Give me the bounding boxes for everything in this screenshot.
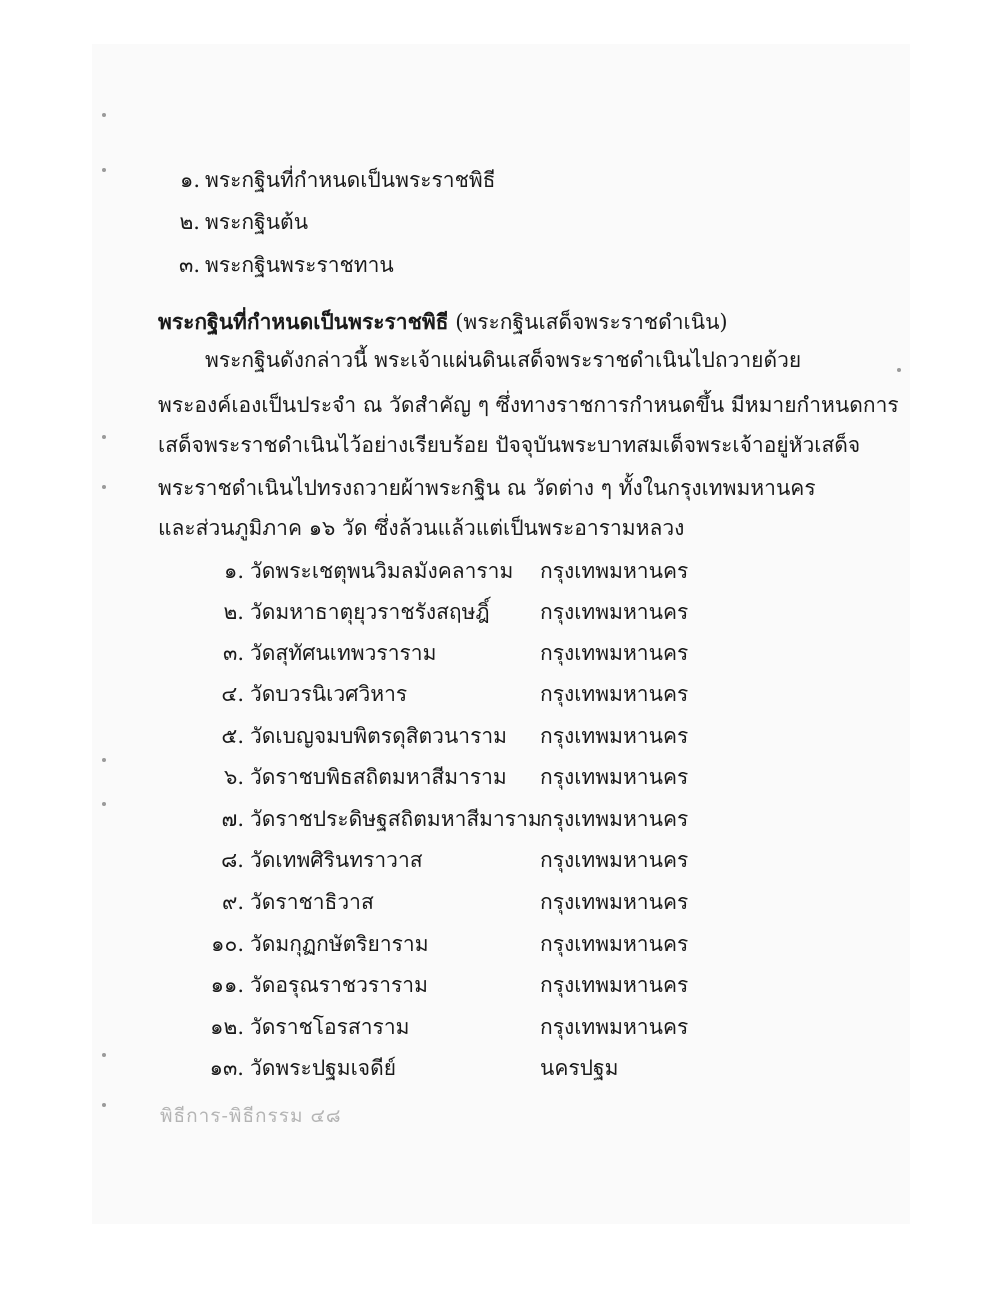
temple-number: ๑๐. bbox=[211, 932, 244, 956]
section-heading bbox=[158, 307, 728, 337]
temple-name: วัดบวรนิเวศวิหาร bbox=[250, 682, 408, 706]
temple-province: กรุงเทพมหานคร bbox=[540, 765, 689, 789]
temple-name: วัดราชโอรสาราม bbox=[250, 1015, 410, 1039]
temple-province: กรุงเทพมหานคร bbox=[540, 890, 689, 914]
intro-list-text: พระกฐินพระราชทาน bbox=[205, 253, 394, 277]
temple-list-item bbox=[200, 556, 760, 586]
scan-speck bbox=[102, 1103, 106, 1107]
intro-list-item bbox=[160, 250, 580, 280]
temple-province: กรุงเทพมหานคร bbox=[540, 1015, 689, 1039]
temple-number: ๖. bbox=[223, 765, 244, 789]
temple-list-item bbox=[200, 845, 760, 875]
scan-speck bbox=[897, 368, 901, 372]
temple-number: ๑๒. bbox=[210, 1015, 244, 1039]
temple-province: นครปฐม bbox=[540, 1056, 619, 1080]
temple-list-item bbox=[200, 1053, 760, 1083]
scan-speck bbox=[102, 758, 106, 762]
temple-number: ๕. bbox=[221, 724, 244, 748]
temple-list-item bbox=[200, 929, 760, 959]
temple-province: กรุงเทพมหานคร bbox=[540, 807, 689, 831]
temple-name: วัดมกุฏกษัตริยาราม bbox=[250, 932, 429, 956]
temple-name: วัดราชาธิวาส bbox=[250, 890, 374, 914]
temple-name: วัดเทพศิรินทราวาส bbox=[250, 848, 423, 872]
scan-speck bbox=[102, 113, 106, 117]
temple-name: วัดมหาธาตุยุวราชรังสฤษฎิ์ bbox=[250, 600, 490, 624]
section-heading-subtitle: (พระกฐินเสด็จพระราชดำเนิน) bbox=[455, 310, 728, 334]
intro-list-number: ๒. bbox=[179, 210, 200, 234]
temple-province: กรุงเทพมหานคร bbox=[540, 973, 689, 997]
intro-list-text: พระกฐินต้น bbox=[205, 210, 309, 234]
temple-number: ๑๑. bbox=[210, 973, 244, 997]
temple-province: กรุงเทพมหานคร bbox=[540, 932, 689, 956]
temple-list-item bbox=[200, 887, 760, 917]
temple-list-item bbox=[200, 721, 760, 751]
temple-province: กรุงเทพมหานคร bbox=[540, 724, 689, 748]
intro-list-text: พระกฐินที่กำหนดเป็นพระราชพิธี bbox=[205, 168, 496, 192]
temple-list-item bbox=[200, 762, 760, 792]
temple-province: กรุงเทพมหานคร bbox=[540, 559, 689, 583]
paragraph-line: พระองค์เองเป็นประจำ ณ วัดสำคัญ ๆ ซึ่งทางราชการกำหนดขึ้น มีหมายกำหนดการ bbox=[158, 393, 899, 417]
temple-province: กรุงเทพมหานคร bbox=[540, 682, 689, 706]
temple-list-item bbox=[200, 679, 760, 709]
temple-name: วัดสุทัศนเทพวราราม bbox=[250, 641, 437, 665]
scan-speck bbox=[102, 435, 106, 439]
paragraph-line: เสด็จพระราชดำเนินไว้อย่างเรียบร้อย ปัจจุบันพระบาทสมเด็จพระเจ้าอยู่หัวเสด็จ bbox=[158, 433, 861, 457]
section-heading-title: พระกฐินที่กำหนดเป็นพระราชพิธี bbox=[158, 309, 449, 334]
paragraph-line: พระกฐินดังกล่าวนี้ พระเจ้าแผ่นดินเสด็จพระราชดำเนินไปถวายด้วย bbox=[205, 348, 802, 372]
scan-speck bbox=[102, 802, 106, 806]
temple-number: ๗. bbox=[221, 807, 244, 831]
temple-number: ๙. bbox=[221, 890, 244, 914]
temple-list-item bbox=[200, 1012, 760, 1042]
temple-list-item bbox=[200, 970, 760, 1000]
temple-name: วัดพระเชตุพนวิมลมังคลาราม bbox=[250, 559, 514, 583]
temple-number: ๔. bbox=[221, 682, 244, 706]
temple-name: วัดอรุณราชวราราม bbox=[250, 973, 428, 997]
paragraph-line: พระราชดำเนินไปทรงถวายผ้าพระกฐิน ณ วัดต่าง ๆ ทั้งในกรุงเทพมหานคร bbox=[158, 476, 816, 500]
intro-list-item bbox=[160, 207, 580, 237]
temple-name: วัดราชประดิษฐสถิตมหาสีมาราม bbox=[250, 807, 542, 831]
intro-list-item bbox=[160, 165, 580, 195]
intro-list-number: ๑. bbox=[179, 168, 200, 192]
temple-number: ๑. bbox=[223, 559, 244, 583]
temple-name: วัดราชบพิธสถิตมหาสีมาราม bbox=[250, 765, 507, 789]
temple-number: ๘. bbox=[221, 848, 244, 872]
paragraph-line: และส่วนภูมิภาค ๑๖ วัด ซึ่งล้วนแล้วแต่เป็นพระอารามหลวง bbox=[158, 516, 685, 540]
temple-province: กรุงเทพมหานคร bbox=[540, 848, 689, 872]
temple-number: ๑๓. bbox=[209, 1056, 244, 1080]
scan-speck bbox=[102, 1053, 106, 1057]
scan-speck bbox=[102, 485, 106, 489]
temple-name: วัดพระปฐมเจดีย์ bbox=[250, 1056, 397, 1080]
temple-province: กรุงเทพมหานคร bbox=[540, 641, 689, 665]
temple-province: กรุงเทพมหานคร bbox=[540, 600, 689, 624]
temple-number: ๒. bbox=[223, 600, 244, 624]
temple-name: วัดเบญจมบพิตรดุสิตวนาราม bbox=[250, 724, 508, 748]
scan-speck bbox=[102, 168, 106, 172]
temple-list-item bbox=[200, 597, 760, 627]
temple-number: ๓. bbox=[222, 641, 244, 665]
intro-list-number: ๓. bbox=[178, 253, 200, 277]
temple-list-item bbox=[200, 804, 760, 834]
page-footer: พิธีการ-พิธีกรรม ๔๘ bbox=[160, 1105, 342, 1127]
temple-list-item bbox=[200, 638, 760, 668]
